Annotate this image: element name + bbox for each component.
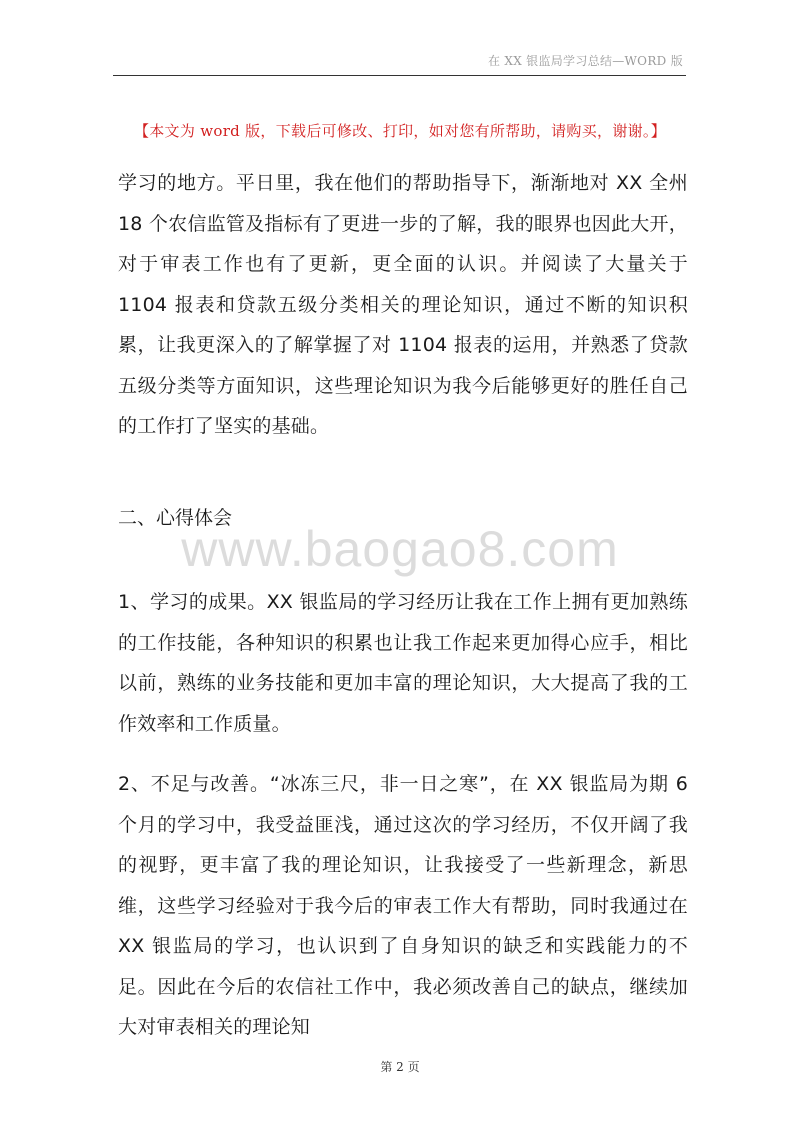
download-notice: 【本文为 word 版，下载后可修改、打印，如对您有所帮助，请购买，谢谢。】 [133, 122, 667, 140]
page-number: 第 2 页 [380, 1060, 420, 1074]
watermark: www.baogao8.com [181, 521, 619, 577]
paragraph-results: 1、学习的成果。XX 银监局的学习经历让我在工作上拥有更加熟练的工作技能，各种知识的积累也让我工作起来更加得心应手，相比以前，熟练的业务技能和更加丰富的理论知识，大大提高了我的工作效率和工作质量。 [118, 591, 688, 735]
header-divider [113, 75, 686, 76]
running-header: 在 XX 银监局学习总结—WORD 版 [487, 54, 683, 68]
paragraph-improvement: 2、不足与改善。“冰冻三尺，非一日之寒”，在 XX 银监局为期 6 个月的学习中，我受益匪浅，通过这次的学习经历，不仅开阔了我的视野，更丰富了我的理论知识，让我接受了一些新理念，新思维，这些学习经验对于我今后的审表工作大有帮助，同时我通过在 XX 银监局的学习，也认识到了自身知识的缺乏和实践能力的不足。因此在今后的农信社工作中，我必须改善自己的缺点，继续加大对审表相关的理论知 [118, 773, 688, 1038]
section-heading: 二、心得体会 [118, 507, 233, 529]
paragraph-intro: 学习的地方。平日里，我在他们的帮助指导下，渐渐地对 XX 全州 18 个农信监管及指标有了更进一步的了解，我的眼界也因此大开，对于审表工作也有了更新，更全面的认识。并阅读了大量关于 1104 报表和贷款五级分类相关的理论知识，通过不断的知识积累，让我更深入的了解掌握了对 1104 报表的运用，并熟悉了贷款五级分类等方面知识，这些理论知识为我今后能够更好的胜任自己的工作打了坚实的基础。 [118, 172, 688, 437]
